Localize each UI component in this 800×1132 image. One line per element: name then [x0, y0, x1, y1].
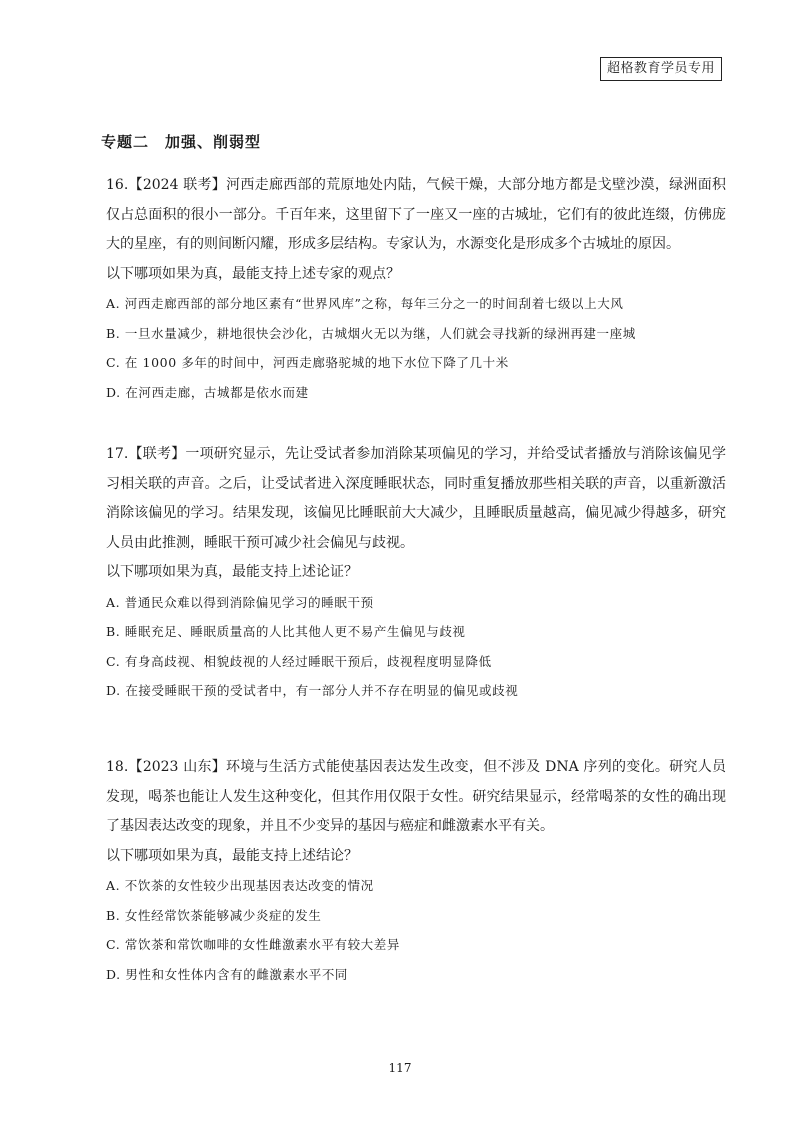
- question-stem: 17.【联考】一项研究显示，先让受试者参加消除某项偏见的学习，并给受试者播放与消除该偏见学习相关联的声音。之后，让受试者进入深度睡眠状态，同时重复播放那些相关联的声音，以重新激活消除该偏见的学习。结果发现，该偏见比睡眠前大大减少，且睡眠质量越高，偏见减少得越多，研究人员由此推测，睡眠干预可减少社会偏见与歧视。: [106, 446, 726, 551]
- option-d: D. 男性和女性体内含有的雌激素水平不同: [106, 966, 349, 982]
- question-stem: 16.【2024 联考】河西走廊西部的荒原地处内陆，气候干燥，大部分地方都是戈壁沙漠，绿洲面积仅占总面积的很小一部分。千百年来，这里留下了一座又一座的古城址，它们有的彼此连缀，仿佛庞大的星座，有的则间断闪耀，形成多层结构。专家认为，水源变化是形成多个古城址的原因。: [106, 177, 726, 252]
- question-18: [106, 753, 726, 989]
- option-a: A. 河西走廊西部的部分地区素有“世界风库”之称，每年三分之一的时间刮着七级以上大风: [106, 296, 624, 311]
- option-c: C. 在 1000 多年的时间中，河西走廊骆驼城的地下水位下降了几十米: [106, 355, 509, 370]
- option-a: A. 不饮茶的女性较少出现基因表达改变的情况: [106, 878, 374, 893]
- section-title: 专题二 加强、削弱型: [101, 133, 262, 151]
- question-16: [106, 171, 726, 407]
- option-d: D. 在河西走廊，古城都是依水而建: [106, 384, 309, 400]
- question-prompt: 以下哪项如果为真，最能支持上述专家的观点？: [106, 265, 400, 282]
- question-prompt: 以下哪项如果为真，最能支持上述结论？: [106, 847, 358, 864]
- option-b: B. 女性经常饮茶能够减少炎症的发生: [106, 907, 322, 923]
- question-17: [106, 440, 726, 706]
- student-only-stamp: 超格教育学员专用: [600, 57, 722, 81]
- option-d: D. 在接受睡眠干预的受试者中，有一部分人并不存在明显的偏见或歧视: [106, 683, 519, 698]
- option-b: B. 睡眠充足、睡眠质量高的人比其他人更不易产生偏见与歧视: [106, 624, 466, 639]
- option-c: C. 有身高歧视、相貌歧视的人经过睡眠干预后，歧视程度明显降低: [106, 653, 492, 669]
- option-b: B. 一旦水量减少，耕地很快会沙化，古城烟火无以为继，人们就会寻找新的绿洲再建一座城: [106, 325, 636, 341]
- question-stem: 18.【2023 山东】环境与生活方式能使基因表达发生改变，但不涉及 DNA 序列的变化。研究人员发现，喝茶也能让人发生这种变化，但其作用仅限于女性。研究结果显示，经常喝茶的女性的确出现了基因表达改变的现象，并且不少变异的基因与癌症和雌激素水平有关。: [106, 759, 726, 834]
- option-a: A. 普通民众难以得到消除偏见学习的睡眠干预: [106, 594, 374, 610]
- option-c: C. 常饮茶和常饮咖啡的女性雌激素水平有较大差异: [106, 937, 400, 952]
- page-number: 117: [388, 1061, 412, 1075]
- question-prompt: 以下哪项如果为真，最能支持上述论证？: [106, 564, 358, 580]
